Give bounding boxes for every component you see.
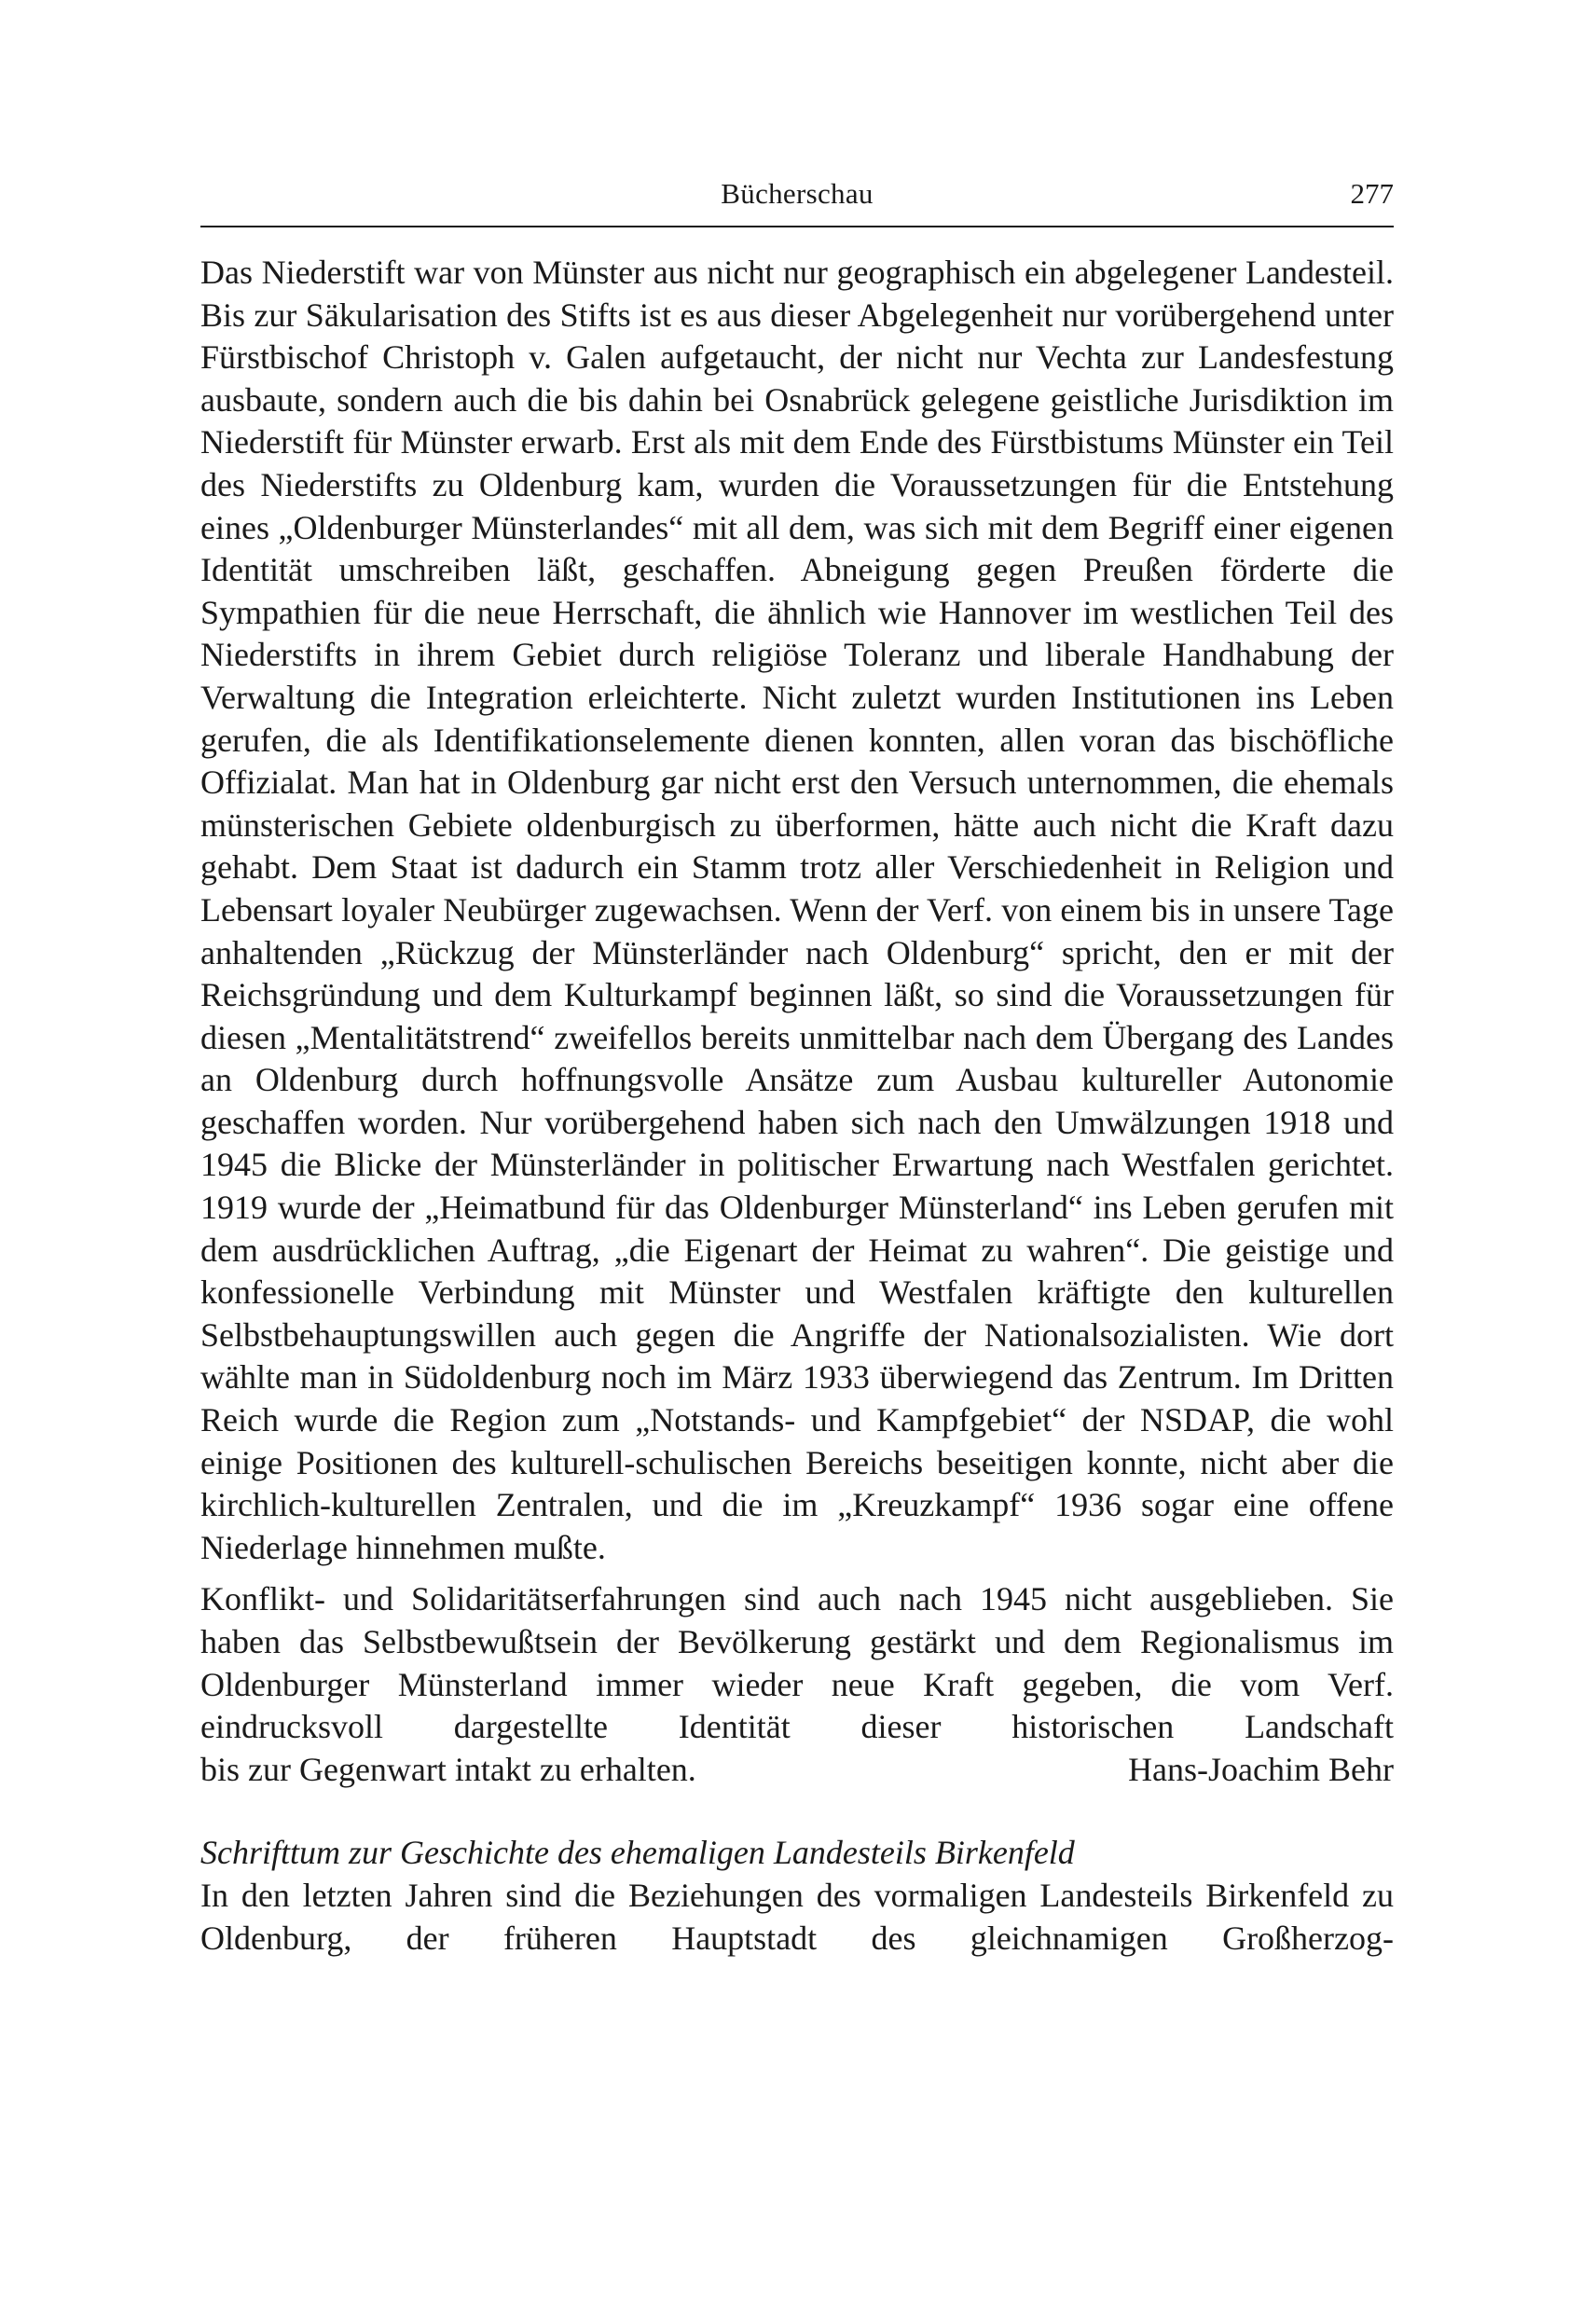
- next-review-paragraph: In den letzten Jahren sind die Beziehungen des vormaligen Landesteils Birkenfeld zu Oldenburg, der früheren Hauptstadt des gleichnamigen Großherzog-: [200, 1876, 1394, 1957]
- running-head: [200, 172, 1394, 215]
- reviewer-name: Hans-Joachim Behr: [1128, 1750, 1394, 1788]
- review-paragraph-2-last-line: bis zur Gegenwart intakt zu erhalten.: [200, 1750, 696, 1788]
- review-signoff-line: [200, 1749, 1394, 1792]
- header-rule: [200, 226, 1394, 227]
- review-paragraph-1: Das Niederstift war von Münster aus nicht nur geographisch ein abgelegener Landesteil. Bis zur Säkularisation des Stifts ist es aus dieser Abgelegenheit nur vorübergehend unter Fürstbischof Christoph v. Galen aufgetaucht, der nicht nur Vechta zur Landesfestung ausbaute, sondern auch die bis dahin bei Osnabrück gelegene geistliche Jurisdiktion im Niederstift für Münster erwarb. Erst als mit dem Ende des Fürstbistums Münster ein Teil des Niederstifts zu Oldenburg kam, wurden die Voraussetzungen für die Entstehung eines „Oldenburger Münsterlandes“ mit all dem, was sich mit dem Begriff einer eigenen Identität umschreiben läßt, geschaffen. Abneigung gegen Preußen förderte die Sympathien für die neue Herrschaft, die ähnlich wie Hannover im westlichen Teil des Niederstifts in ihrem Gebiet durch religiöse Toleranz und liberale Handhabung der Verwaltung die Integration erleichterte. Nicht zuletzt wurden Institutionen ins Leben gerufen, die als Identifikationselemente dienen konnten, allen voran das bischöfliche Offizialat. Man hat in Oldenburg gar nicht erst den Versuch unternommen, die ehemals münsterischen Gebiete oldenburgisch zu überformen, hätte auch nicht die Kraft dazu gehabt. Dem Staat ist dadurch ein Stamm trotz aller Verschiedenheit in Religion und Lebensart loyaler Neubürger zugewachsen. Wenn der Verf. von einem bis in unsere Tage anhaltenden „Rückzug der Münsterländer nach Oldenburg“ spricht, den er mit der Reichsgründung und dem Kulturkampf beginnen läßt, so sind die Voraussetzungen für diesen „Mentalitätstrend“ zweifellos bereits unmittelbar nach dem Übergang des Landes an Oldenburg durch hoffnungsvolle Ansätze zum Ausbau kultureller Autonomie geschaffen worden. Nur vorübergehend haben sich nach den Umwälzungen 1918 und 1945 die Blicke der Münsterländer in politischer Erwartung nach Westfalen gerichtet. 1919 wurde der „Heimatbund für das Oldenburger Münsterland“ ins Leben gerufen mit dem ausdrücklichen Auftrag, „die Eigenart der Heimat zu wahren“. Die geistige und konfessionelle Verbindung mit Münster und Westfalen kräftigte den kulturellen Selbstbehauptungswillen auch gegen die Angriffe der Nationalsozialisten. Wie dort wählte man in Südoldenburg noch im März 1933 überwiegend das Zentrum. Im Dritten Reich wurde die Region zum „Notstands- und Kampfgebiet“ der NSDAP, die wohl einige Positionen des kulturell-schulischen Bereichs beseitigen konnte, nicht aber die kirchlich-kulturellen Zentralen, und die im „Kreuzkampf“ 1936 sogar eine offene Niederlage hinnehmen mußte.: [200, 254, 1394, 1566]
- next-review-title: Schrifttum zur Geschichte des ehemaligen Landesteils Birkenfeld: [200, 1834, 1075, 1872]
- review-paragraph-2: Konflikt- und Solidaritätserfahrungen sind auch nach 1945 nicht ausgeblieben. Sie haben das Selbstbewußtsein der Bevölkerung gestärkt und dem Regionalismus im Oldenburger Münsterland immer wieder neue Kraft gegeben, die vom Verf. eindrucksvoll dargestellte Identität dieser historischen Landschaft: [200, 1580, 1394, 1746]
- review-text: [200, 252, 1394, 1960]
- page-number: 277: [1350, 177, 1394, 210]
- running-head-title: Bücherschau: [721, 177, 874, 210]
